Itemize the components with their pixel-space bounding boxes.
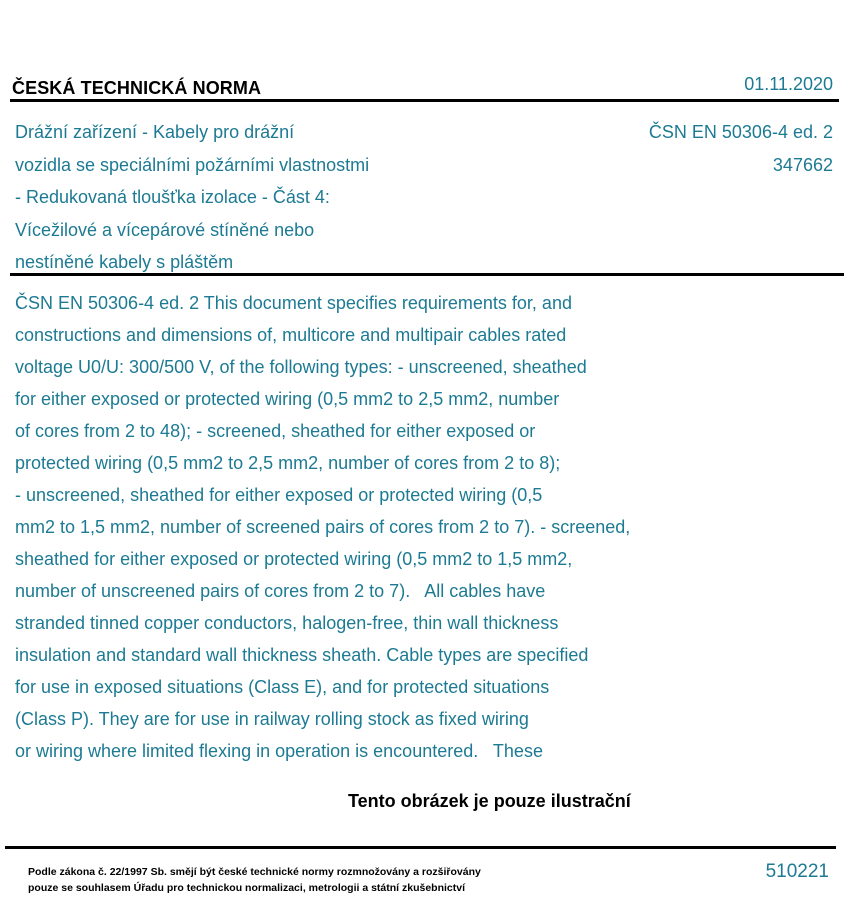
title-line: - Redukovaná tloušťka izolace - Část 4: (15, 187, 330, 207)
norm-type-heading: ČESKÁ TECHNICKÁ NORMA (12, 78, 262, 98)
abstract-line: mm2 to 1,5 mm2, number of screened pairs of cores from 2 to 7). - screened, (15, 517, 631, 537)
middle-divider (10, 273, 844, 276)
bottom-divider (5, 846, 836, 849)
abstract-line: ČSN EN 50306-4 ed. 2 This document specifies requirements for, and (15, 293, 572, 313)
standard-identifiers (649, 116, 833, 181)
abstract-line: of cores from 2 to 48); - screened, sheathed for either exposed or (15, 421, 536, 441)
publication-date: 01.11.2020 (744, 74, 833, 94)
legal-notice (28, 865, 481, 896)
footer-code: 510221 (765, 861, 829, 882)
title-line: vozidla se speciálními požárními vlastnostmi (15, 154, 370, 175)
standard-title (15, 116, 485, 279)
abstract-line: constructions and dimensions of, multicore and multipair cables rated (15, 325, 567, 345)
abstract-line: - unscreened, sheathed for either exposed or protected wiring (0,5 (15, 485, 543, 505)
abstract-line: sheathed for either exposed or protected wiring (0,5 mm2 to 1,5 mm2, (15, 549, 573, 569)
abstract-line: for either exposed or protected wiring (0,5 mm2 to 2,5 mm2, number (15, 389, 560, 409)
title-line: Drážní zařízení - Kabely pro drážní (15, 122, 295, 142)
standard-id: ČSN EN 50306-4 ed. 2 (648, 122, 833, 142)
legal-line: Podle zákona č. 22/1997 Sb. smějí být české technické normy rozmnožovány a rozšiřovány (28, 866, 481, 878)
abstract-line: stranded tinned copper conductors, halogen-free, thin wall thickness (15, 613, 559, 633)
abstract-line: insulation and standard wall thickness sheath. Cable types are specified (15, 645, 589, 665)
abstract-line: or wiring where limited flexing in operation is encountered. These (15, 741, 543, 761)
top-divider (10, 99, 839, 102)
document-header (10, 74, 839, 100)
illustrative-note: Tento obrázek je pouze ilustrační (348, 791, 631, 811)
abstract-text (15, 287, 785, 767)
abstract-line: for use in exposed situations (Class E), and for protected situations (15, 677, 550, 697)
title-line: nestíněné kabely s pláštěm (15, 252, 234, 272)
title-line: Vícežilové a vícepárové stíněné nebo (15, 219, 315, 240)
catalog-number: 347662 (772, 154, 833, 175)
legal-line: pouze se souhlasem Úřadu pro technickou normalizaci, metrologii a státní zkušebnictví (28, 881, 466, 894)
abstract-line: voltage U0/U: 300/500 V, of the following types: - unscreened, sheathed (15, 357, 587, 377)
abstract-line: protected wiring (0,5 mm2 to 2,5 mm2, number of cores from 2 to 8); (15, 453, 561, 473)
abstract-line: (Class P). They are for use in railway rolling stock as fixed wiring (15, 709, 529, 729)
abstract-line: number of unscreened pairs of cores from 2 to 7). All cables have (15, 581, 546, 601)
